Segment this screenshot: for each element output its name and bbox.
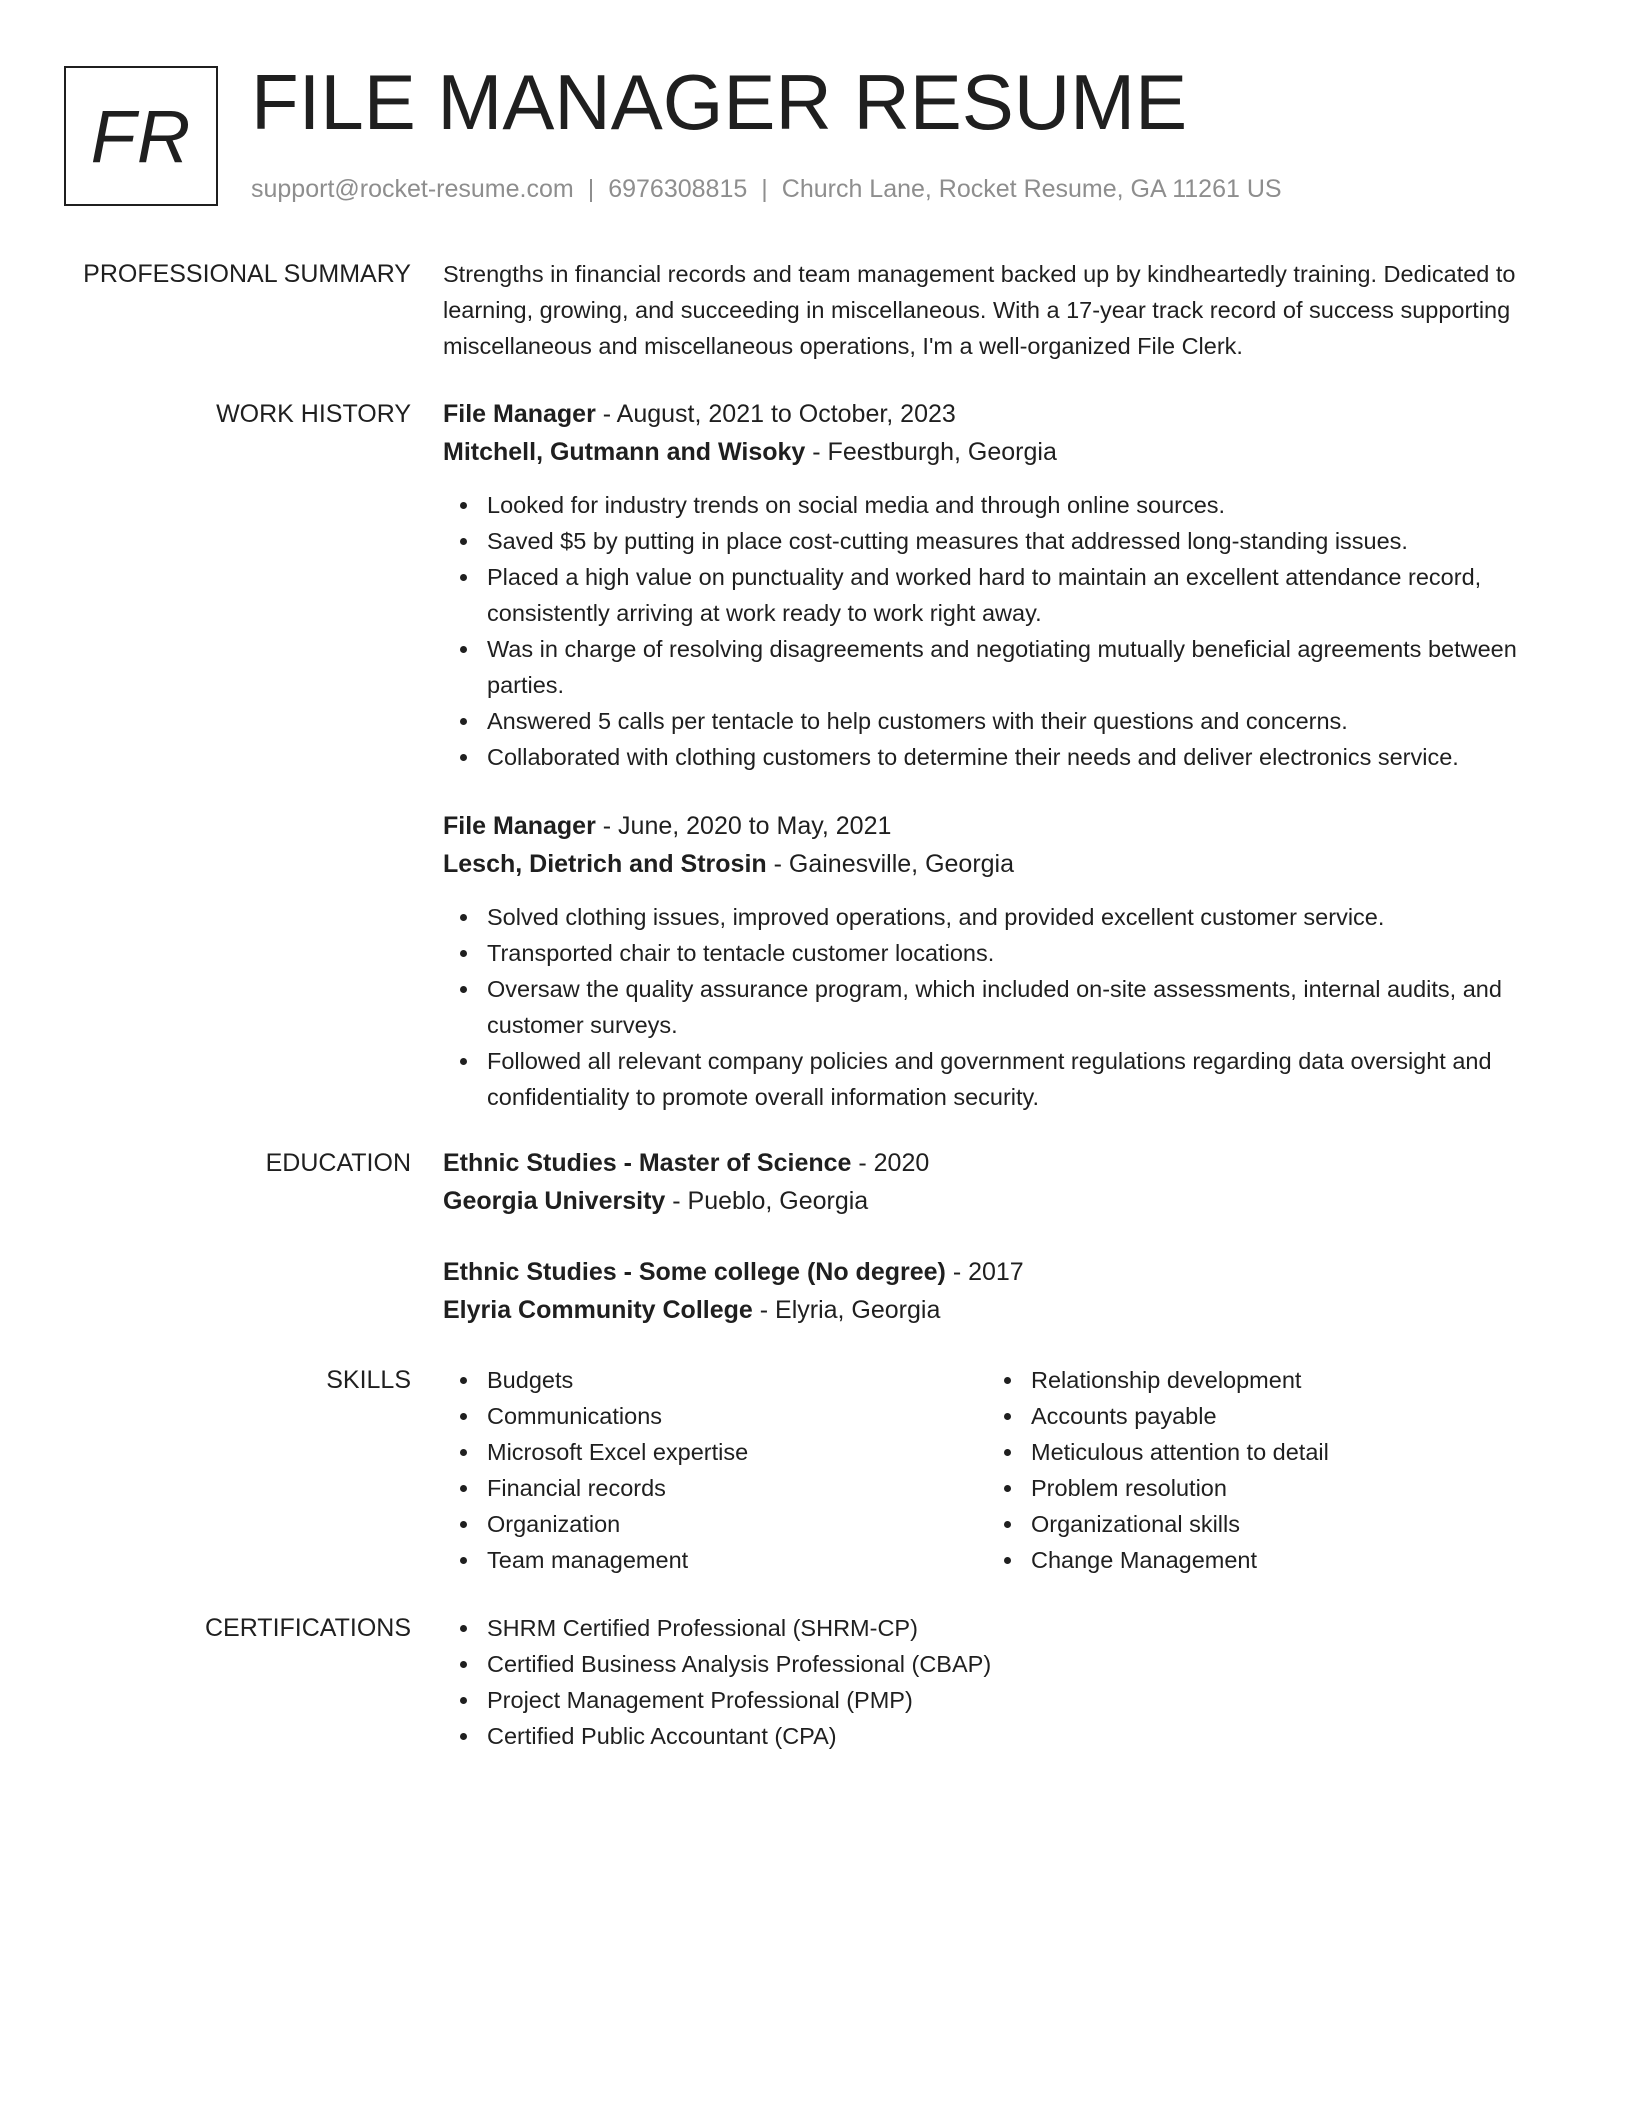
list-item: Was in charge of resolving disagreements and negotiating mutually beneficial agreements between parties. [443,631,1573,703]
education-year: - 2020 [851,1149,930,1177]
monogram-logo: FR [64,66,218,206]
education-degree: Ethnic Studies - Master of Science [443,1149,852,1177]
job-bullets [443,487,1573,775]
skills-column-left [443,1362,963,1578]
certifications-bullets [443,1610,1573,1754]
list-item: Transported chair to tentacle customer locations. [443,935,1573,971]
job-title-line [443,807,1573,845]
contact-line [251,174,1282,204]
list-item: Answered 5 calls per tentacle to help customers with their questions and concerns. [443,703,1573,739]
list-item: Followed all relevant company policies and government regulations regarding data oversight and confidentiality to promote overall information security. [443,1043,1573,1115]
education-school-line [443,1291,1573,1329]
job-location: - Feestburgh, Georgia [805,438,1057,466]
education-degree-line [443,1144,1573,1182]
job-company-line [443,845,1573,883]
list-item: Communications [443,1398,963,1434]
list-item: Accounts payable [987,1398,1507,1434]
job-title-line [443,395,1573,433]
education-entry [443,1253,1573,1329]
list-item: Looked for industry trends on social media and through online sources. [443,487,1573,523]
certifications-list [443,1610,1573,1754]
list-item: Certified Public Accountant (CPA) [443,1718,1573,1754]
list-item: Organizational skills [987,1506,1507,1542]
list-item: Change Management [987,1542,1507,1578]
contact-separator: | [761,175,768,203]
job-entry [443,395,1573,775]
list-item: Project Management Professional (PMP) [443,1682,1573,1718]
job-location: - Gainesville, Georgia [766,850,1015,878]
summary-text: Strengths in financial records and team management backed up by kindheartedly training. Dedicated to learning, growing, and succeeding in miscellaneous. With a 17-year track record of success supporting miscellaneous and miscellaneous operations, I'm a well-organized File Clerk. [443,261,1516,359]
list-item: Collaborated with clothing customers to determine their needs and deliver electronics service. [443,739,1573,775]
job-dates: - August, 2021 to October, 2023 [595,400,956,428]
education-degree-line [443,1253,1573,1291]
section-label-skills: SKILLS [326,1366,411,1394]
list-item: Saved $5 by putting in place cost-cutting measures that addressed long-standing issues. [443,523,1573,559]
list-item: Organization [443,1506,963,1542]
education-school: Georgia University [443,1187,666,1215]
contact-separator: | [587,175,595,203]
job-title: File Manager [443,400,596,428]
job-company: Lesch, Dietrich and Strosin [443,850,767,878]
education-school: Elyria Community College [443,1296,753,1324]
education-entry [443,1144,1573,1220]
list-item: Financial records [443,1470,963,1506]
list-item: Team management [443,1542,963,1578]
section-label-certifications: CERTIFICATIONS [204,1614,411,1642]
education-location: - Pueblo, Georgia [665,1187,869,1215]
contact-phone: 6976308815 [608,175,748,203]
education-location: - Elyria, Georgia [752,1296,941,1324]
job-entry [443,807,1573,1115]
list-item: Solved clothing issues, improved operations, and provided excellent customer service. [443,899,1573,935]
list-item: Problem resolution [987,1470,1507,1506]
job-bullets [443,899,1573,1115]
contact-email: support@rocket-resume.com [251,175,574,203]
list-item: Budgets [443,1362,963,1398]
resume-title: FILE MANAGER RESUME [251,58,1188,146]
section-label-work-history: WORK HISTORY [216,400,411,428]
education-degree: Ethnic Studies - Some college (No degree) [443,1258,946,1286]
list-item: SHRM Certified Professional (SHRM-CP) [443,1610,1573,1646]
list-item: Microsoft Excel expertise [443,1434,963,1470]
skills-list [443,1362,1573,1582]
skills-column-right [987,1362,1507,1578]
education-school-line [443,1182,1573,1220]
list-item: Meticulous attention to detail [987,1434,1507,1470]
job-title: File Manager [443,812,596,840]
job-dates: - June, 2020 to May, 2021 [595,812,892,840]
list-item: Oversaw the quality assurance program, which included on-site assessments, internal audits, and customer surveys. [443,971,1573,1043]
education-year: - 2017 [945,1258,1024,1286]
job-company-line [443,433,1573,471]
section-label-summary: PROFESSIONAL SUMMARY [83,260,411,288]
job-company: Mitchell, Gutmann and Wisoky [443,438,806,466]
list-item: Certified Business Analysis Professional (CBAP) [443,1646,1573,1682]
contact-address: Church Lane, Rocket Resume, GA 11261 US [781,175,1282,203]
list-item: Placed a high value on punctuality and worked hard to maintain an excellent attendance record, consistently arriving at work ready to work right away. [443,559,1573,631]
section-label-education: EDUCATION [265,1149,411,1177]
list-item: Relationship development [987,1362,1507,1398]
